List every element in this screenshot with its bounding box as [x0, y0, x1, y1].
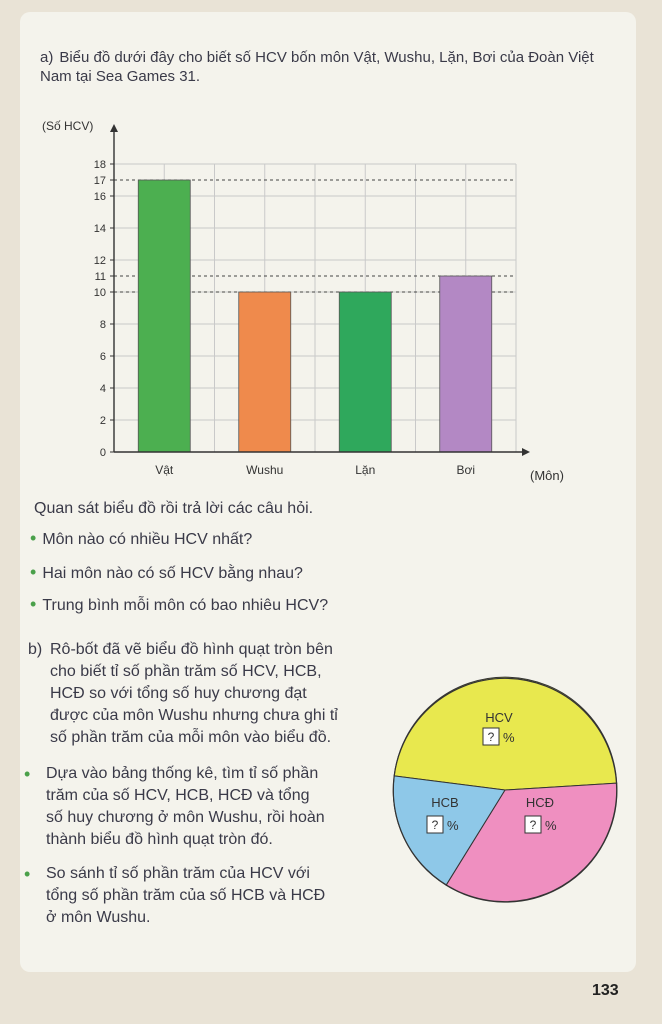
task-1-line: Dựa vào bảng thống kê, tìm tỉ số phần	[46, 765, 319, 782]
question-3: • Trung bình mỗi môn có bao nhiêu HCV?	[30, 594, 329, 614]
task-1-bullet: •	[24, 764, 31, 784]
x-tick-label: Lặn	[355, 463, 376, 477]
pie-value-hcd: ?	[529, 818, 537, 832]
x-axis-label: (Môn)	[530, 468, 564, 483]
x-tick-label: Bơi	[456, 463, 476, 477]
y-tick-label: 14	[93, 223, 106, 235]
part-a-prompt: Quan sát biểu đồ rồi trả lời các câu hỏi.	[34, 500, 314, 517]
y-tick-label: 16	[93, 191, 106, 203]
bar-Bơi	[440, 276, 492, 452]
part-a-intro	[40, 48, 620, 86]
chart-x-ticks	[155, 463, 475, 477]
bar-chart	[36, 112, 596, 492]
pie-unit-hcb: %	[447, 818, 459, 833]
y-tick-label: 18	[93, 159, 106, 171]
x-tick-label: Vật	[155, 463, 174, 477]
task-2-line: So sánh tỉ số phần trăm của HCV với	[46, 865, 310, 882]
pie-chart	[385, 670, 625, 910]
x-axis-arrow	[522, 448, 530, 456]
y-tick-label: 10	[93, 287, 106, 299]
y-axis-arrow	[110, 124, 118, 132]
y-axis-label: (Số HCV)	[42, 119, 94, 133]
pie-unit-hcv: %	[503, 730, 515, 745]
question-2: • Hai môn nào có số HCV bằng nhau?	[30, 562, 303, 582]
bar-Lặn	[339, 292, 391, 452]
task-2-line: tổng số phần trăm của số HCB và HCĐ	[46, 887, 326, 904]
y-tick-label: 4	[99, 383, 106, 395]
task-1-line: số huy chương ở môn Wushu, rồi hoàn	[46, 809, 325, 826]
task-1-line: trăm của số HCV, HCB, HCĐ và tổng	[46, 787, 310, 804]
part-b-label: b)	[28, 641, 43, 658]
pie-value-hcb: ?	[431, 818, 439, 832]
x-tick-label: Wushu	[246, 463, 284, 477]
pie-label-hcd: HCĐ	[525, 795, 555, 810]
part-a-label: a)	[40, 49, 54, 66]
pie-label-hcv: HCV	[485, 710, 513, 725]
pie-label-hcb: HCB	[431, 795, 459, 810]
part-a-text: Biểu đồ dưới đây cho biết số HCV bốn môn Vật, Wushu, Lặn, Bơi của Đoàn Việt Nam tại Sea Games 31.	[40, 49, 594, 85]
task-2-bullet: •	[24, 864, 31, 884]
pie-unit-hcd: %	[545, 818, 557, 833]
part-b-line: được của môn Wushu nhưng chưa ghi tỉ	[50, 707, 338, 724]
bar-Vật	[138, 180, 190, 452]
question-1: • Môn nào có nhiều HCV nhất?	[30, 528, 253, 548]
chart-y-ticks	[94, 159, 114, 459]
task-2-line: ở môn Wushu.	[46, 909, 151, 926]
y-tick-label: 8	[99, 319, 106, 331]
part-b-line: cho biết tỉ số phần trăm số HCV, HCB,	[50, 663, 322, 680]
part-b-line: HCĐ so với tổng số huy chương đạt	[50, 685, 307, 702]
y-tick-label: 17	[93, 175, 106, 187]
bar-Wushu	[239, 292, 291, 452]
part-b-line: Rô-bốt đã vẽ biểu đồ hình quạt tròn bên	[50, 641, 333, 658]
pie-value-hcv: ?	[487, 730, 495, 744]
y-tick-label: 2	[99, 415, 106, 427]
part-b-line: số phần trăm của mỗi môn vào biểu đồ.	[50, 729, 332, 746]
y-tick-label: 6	[99, 351, 106, 363]
page-number: 133	[592, 982, 619, 999]
y-tick-label: 11	[94, 271, 106, 283]
task-1-line: thành biểu đồ hình quạt tròn đó.	[46, 831, 273, 848]
y-tick-label: 0	[99, 447, 106, 459]
y-tick-label: 12	[93, 255, 106, 267]
